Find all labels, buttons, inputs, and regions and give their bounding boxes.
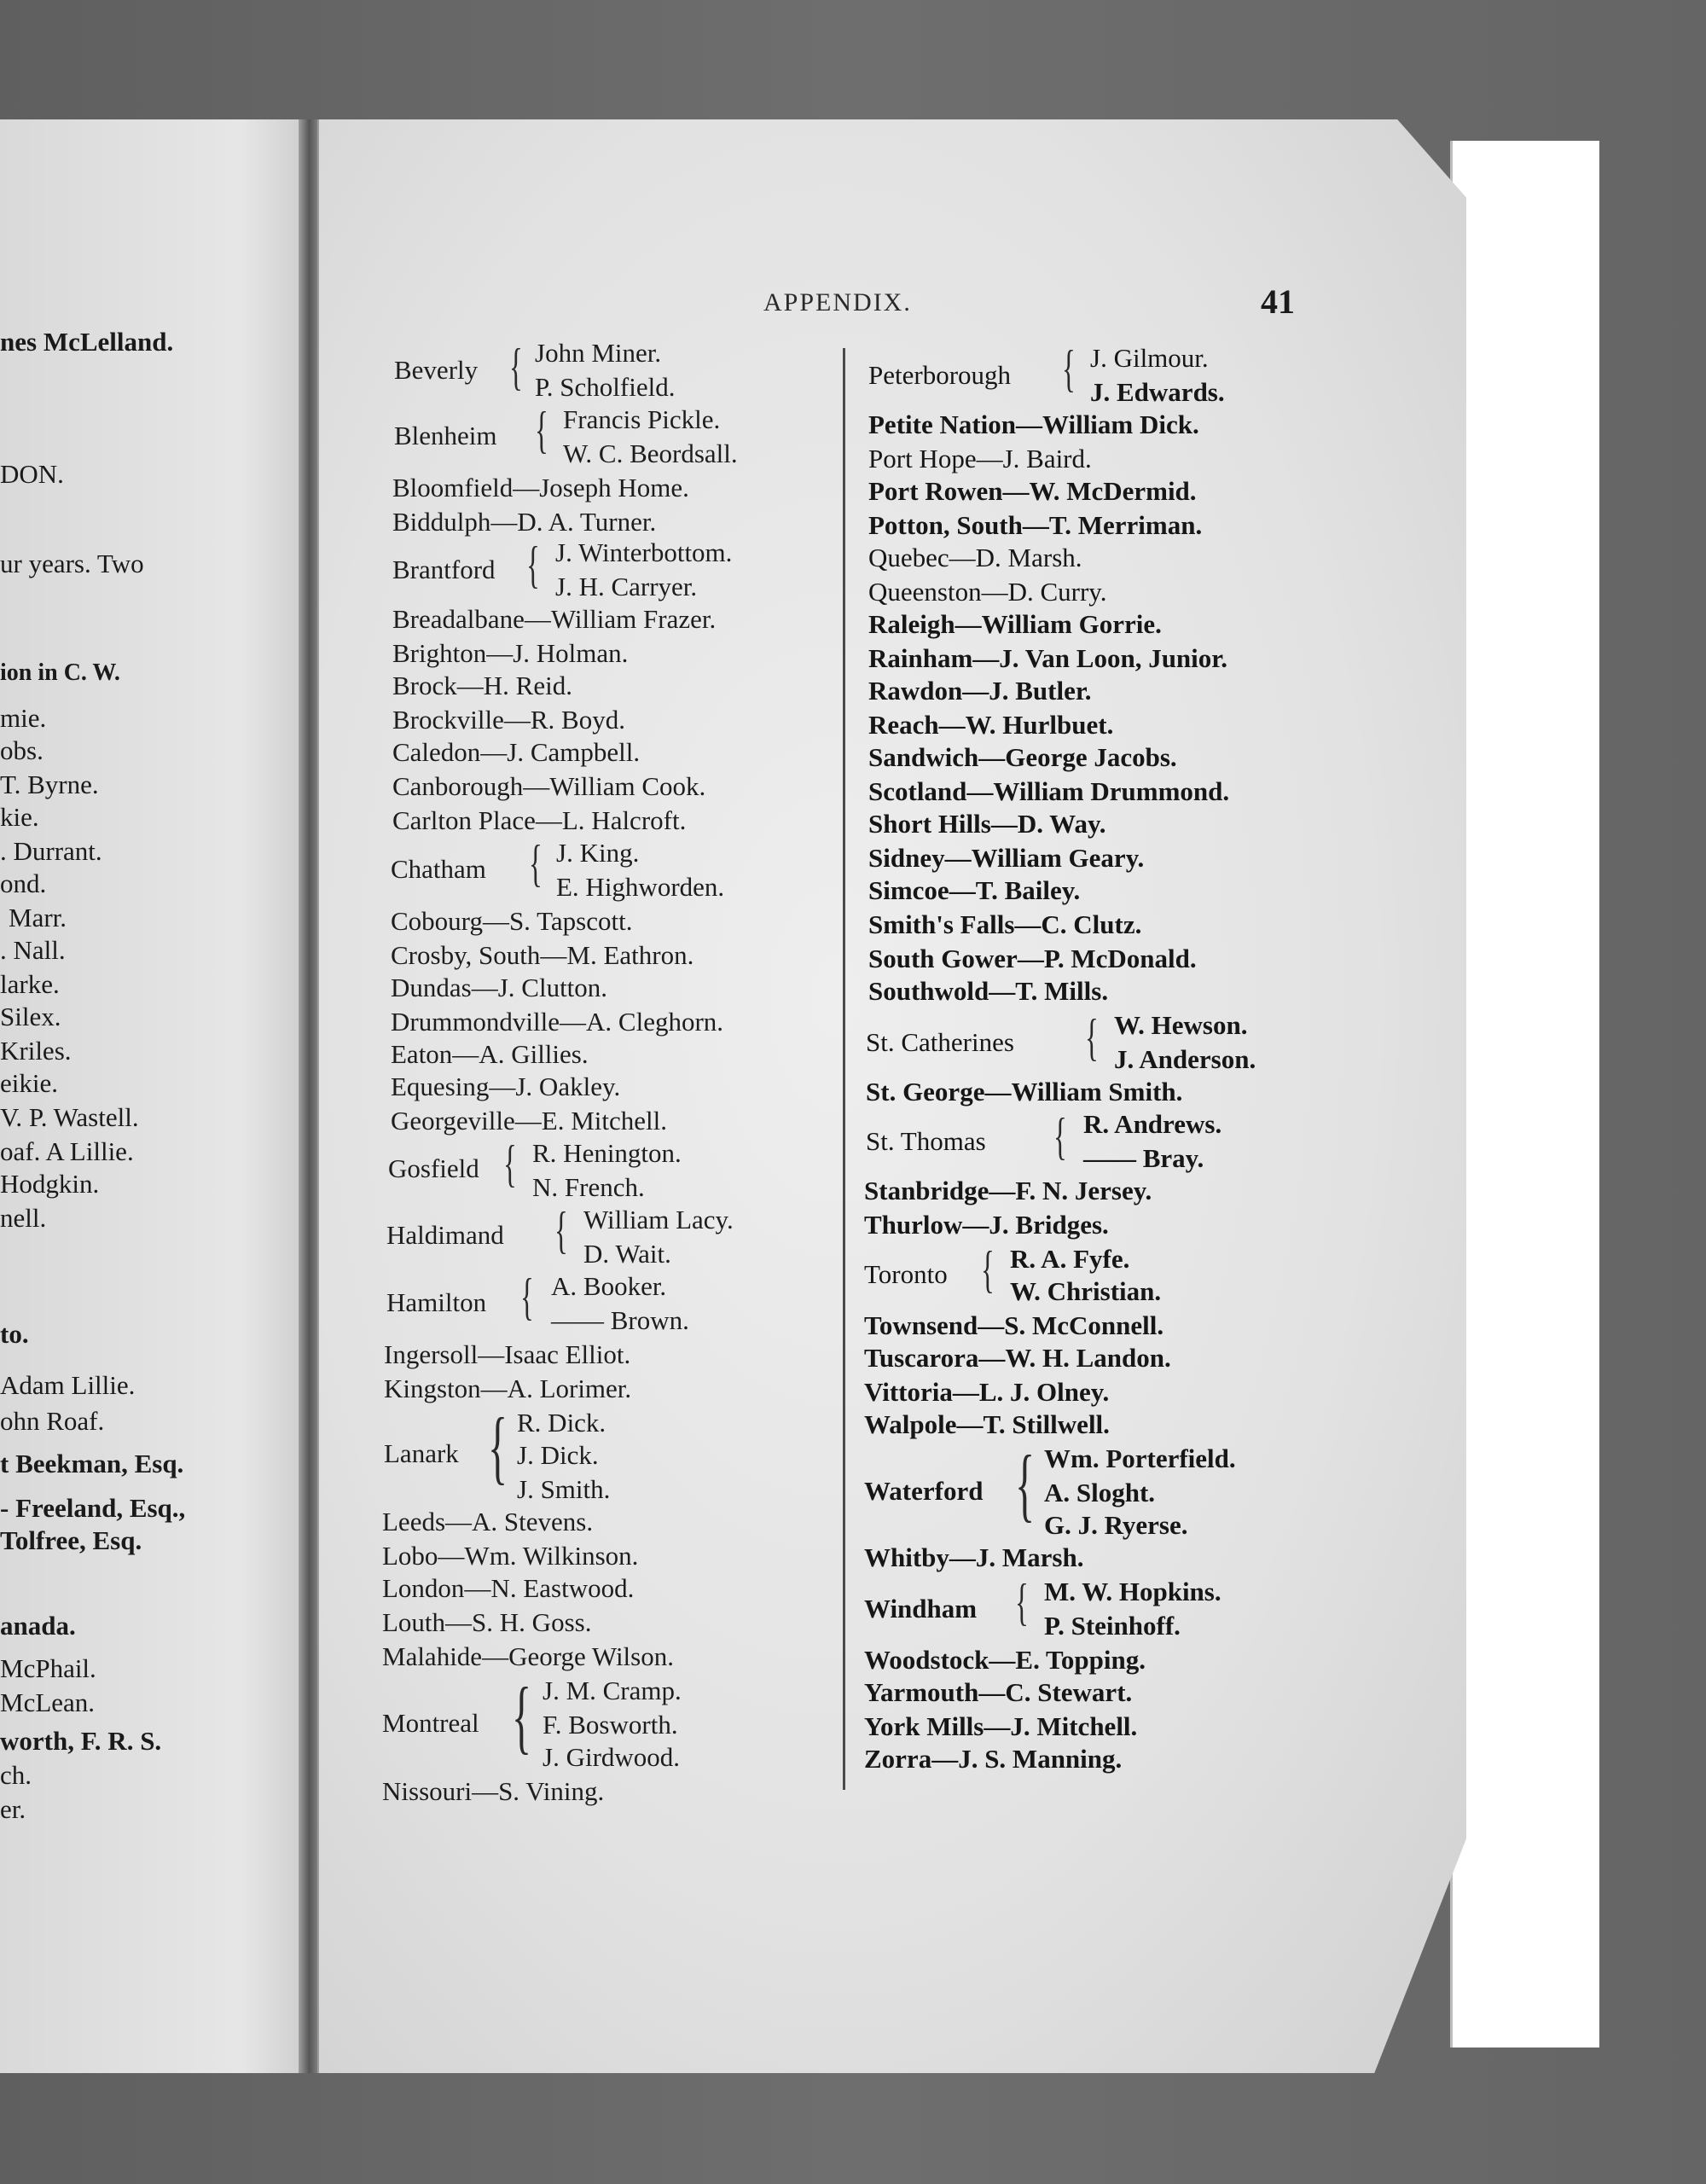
person-name: John Miner.: [535, 338, 662, 368]
left-line: Hodgkin.: [0, 1169, 100, 1199]
directory-entry: Sidney—William Geary.: [868, 843, 1145, 873]
left-line: . Nall.: [0, 935, 66, 965]
directory-entry: Simcoe—T. Bailey.: [868, 875, 1081, 905]
place-name: Toronto: [864, 1259, 948, 1289]
person-name: J. Winterbottom.: [555, 537, 733, 567]
place-name: Gosfield: [388, 1153, 479, 1183]
left-line: nell.: [0, 1203, 47, 1233]
directory-entry: Biddulph—D. A. Turner.: [392, 507, 657, 537]
person-name: P. Steinhoff.: [1044, 1611, 1181, 1641]
brace: {: [554, 1202, 568, 1258]
directory-entry: Lobo—Wm. Wilkinson.: [382, 1541, 639, 1571]
directory-entry: Smith's Falls—C. Clutz.: [868, 909, 1142, 939]
person-name: —— Brown.: [551, 1305, 689, 1335]
place-name: Peterborough: [868, 360, 1012, 390]
directory-entry: Ingersoll—Isaac Elliot.: [384, 1339, 631, 1369]
brace: {: [529, 835, 543, 892]
left-line: McLean.: [0, 1687, 96, 1717]
left-line: er.: [0, 1794, 26, 1824]
directory-entry: Whitby—J. Marsh.: [864, 1542, 1084, 1572]
directory-entry: Louth—S. H. Goss.: [382, 1607, 592, 1637]
place-name: Hamilton: [386, 1287, 487, 1317]
left-line: oaf. A Lillie.: [0, 1136, 134, 1166]
directory-entry: Yarmouth—C. Stewart.: [864, 1677, 1133, 1707]
left-line: V. P. Wastell.: [0, 1102, 139, 1132]
brace: {: [520, 1269, 534, 1325]
directory-entry: Raleigh—William Gorrie.: [868, 609, 1162, 639]
person-name: R. Henington.: [532, 1138, 682, 1168]
directory-entry: Walpole—T. Stillwell.: [864, 1409, 1110, 1439]
directory-entry: Vittoria—L. J. Olney.: [864, 1377, 1110, 1407]
left-line: mie.: [0, 703, 47, 733]
person-name: W. Hewson.: [1114, 1010, 1248, 1040]
directory-entry: Nissouri—S. Vining.: [382, 1776, 605, 1806]
directory-entry: York Mills—J. Mitchell.: [864, 1711, 1138, 1741]
left-line: larke.: [0, 969, 60, 999]
directory-entry: Port Rowen—W. McDermid.: [868, 476, 1197, 506]
directory-entry: Townsend—S. McConnell.: [864, 1310, 1164, 1340]
left-line: anada.: [0, 1611, 76, 1641]
left-line: ch.: [0, 1760, 32, 1790]
directory-entry: Tuscarora—W. H. Landon.: [864, 1343, 1171, 1373]
directory-entry: Eaton—A. Gillies.: [391, 1039, 589, 1069]
brace: {: [1015, 1574, 1029, 1630]
person-name: P. Scholfield.: [535, 372, 676, 402]
brace: {: [509, 339, 523, 395]
person-name: D. Wait.: [583, 1239, 671, 1269]
left-line: Marr.: [9, 903, 67, 932]
directory-entry: Breadalbane—William Frazer.: [392, 604, 717, 634]
place-name: Lanark: [384, 1438, 459, 1468]
person-name: —— Bray.: [1083, 1143, 1204, 1173]
left-line: ohn Roaf.: [0, 1406, 105, 1436]
person-name: R. Dick.: [517, 1408, 606, 1438]
left-line: Tolfree, Esq.: [0, 1525, 142, 1555]
brace: {: [503, 1136, 517, 1192]
person-name: J. King.: [556, 838, 640, 868]
person-name: William Lacy.: [583, 1205, 734, 1234]
left-line: eikie.: [0, 1068, 58, 1098]
left-line: Adam Lillie.: [0, 1370, 136, 1400]
column-divider: [843, 348, 845, 1790]
directory-entry: Short Hills—D. Way.: [868, 809, 1106, 839]
person-name: J. Girdwood.: [543, 1742, 681, 1772]
page-number: 41: [1261, 282, 1295, 321]
left-line: Silex.: [0, 1002, 61, 1031]
left-line: t Beekman, Esq.: [0, 1449, 184, 1478]
place-name: Beverly: [394, 355, 479, 385]
brace: {: [981, 1241, 995, 1298]
directory-entry: Dundas—J. Clutton.: [391, 973, 608, 1002]
back-page-edge: [1450, 141, 1599, 2048]
brace: {: [535, 402, 548, 458]
directory-entry: Carlton Place—L. Halcroft.: [392, 805, 687, 835]
place-name: Chatham: [391, 854, 486, 884]
brace: {: [1015, 1438, 1036, 1530]
directory-entry: Rawdon—J. Butler.: [868, 676, 1092, 706]
directory-entry: Crosby, South—M. Eathron.: [391, 940, 694, 970]
directory-entry: Rainham—J. Van Loon, Junior.: [868, 643, 1227, 673]
place-name: St. Thomas: [866, 1126, 986, 1156]
left-line: DON.: [0, 459, 64, 489]
directory-entry: Potton, South—T. Merriman.: [868, 510, 1203, 540]
directory-entry: Southwold—T. Mills.: [868, 976, 1109, 1006]
directory-entry: St. George—William Smith.: [866, 1077, 1183, 1107]
place-name: St. Catherines: [866, 1027, 1014, 1057]
directory-entry: Malahide—George Wilson.: [382, 1641, 674, 1671]
directory-entry: Caledon—J. Campbell.: [392, 737, 641, 767]
person-name: J. Anderson.: [1114, 1044, 1256, 1074]
place-name: Waterford: [864, 1476, 984, 1506]
person-name: J. H. Carryer.: [555, 572, 698, 601]
directory-entry: Reach—W. Hurlbuet.: [868, 710, 1114, 740]
directory-entry: Scotland—William Drummond.: [868, 776, 1230, 806]
place-name: Windham: [864, 1594, 978, 1623]
place-name: Haldimand: [386, 1220, 504, 1250]
person-name: J. M. Cramp.: [543, 1676, 682, 1705]
brace: {: [526, 537, 540, 593]
left-line: ur years. Two: [0, 549, 144, 578]
brace: {: [1053, 1108, 1067, 1165]
left-line: worth, F. R. S.: [0, 1726, 162, 1756]
directory-entry: Petite Nation—William Dick.: [868, 410, 1199, 439]
person-name: Wm. Porterfield.: [1044, 1443, 1236, 1473]
directory-entry: Cobourg—S. Tapscott.: [391, 906, 633, 936]
directory-entry: Brock—H. Reid.: [392, 671, 572, 700]
page-title: APPENDIX.: [763, 288, 912, 317]
person-name: R. Andrews.: [1083, 1109, 1222, 1139]
directory-entry: London—N. Eastwood.: [382, 1573, 635, 1603]
directory-entry: Quebec—D. Marsh.: [868, 543, 1082, 572]
left-line: obs.: [0, 735, 44, 765]
person-name: N. French.: [532, 1172, 645, 1202]
left-line: nes McLelland.: [0, 327, 174, 357]
left-line: to.: [0, 1319, 29, 1349]
brace: {: [1085, 1009, 1099, 1066]
directory-entry: Drummondville—A. Cleghorn.: [391, 1007, 724, 1037]
directory-entry: Queenston—D. Curry.: [868, 577, 1107, 607]
place-name: Brantford: [392, 555, 496, 584]
person-name: J. Edwards.: [1090, 377, 1225, 407]
person-name: A. Sloght.: [1044, 1478, 1156, 1507]
directory-entry: Leeds—A. Stevens.: [382, 1507, 594, 1536]
directory-entry: Port Hope—J. Baird.: [868, 444, 1092, 473]
directory-entry: Canborough—William Cook.: [392, 771, 706, 801]
left-line: ond.: [0, 868, 47, 898]
person-name: E. Highworden.: [556, 872, 725, 902]
directory-entry: Brockville—R. Boyd.: [392, 705, 625, 735]
book-gutter: [299, 119, 320, 2073]
person-name: M. W. Hopkins.: [1044, 1577, 1221, 1606]
directory-entry: Equesing—J. Oakley.: [391, 1072, 621, 1101]
person-name: J. Dick.: [517, 1440, 599, 1470]
directory-entry: Thurlow—J. Bridges.: [864, 1210, 1109, 1240]
directory-entry: Stanbridge—F. N. Jersey.: [864, 1176, 1152, 1205]
person-name: F. Bosworth.: [543, 1710, 678, 1740]
left-line: T. Byrne.: [0, 770, 99, 799]
brace: {: [512, 1670, 532, 1762]
left-line: Kriles.: [0, 1036, 72, 1066]
left-line: kie.: [0, 802, 39, 832]
directory-entry: Zorra—J. S. Manning.: [864, 1744, 1123, 1774]
person-name: J. Gilmour.: [1090, 343, 1209, 373]
directory-entry: Bloomfield—Joseph Home.: [392, 473, 689, 502]
place-name: Blenheim: [394, 421, 497, 450]
directory-entry: Kingston—A. Lorimer.: [384, 1374, 632, 1403]
directory-entry: South Gower—P. McDonald.: [868, 944, 1197, 973]
person-name: G. J. Ryerse.: [1044, 1510, 1188, 1540]
person-name: A. Booker.: [551, 1271, 667, 1301]
place-name: Montreal: [382, 1708, 479, 1738]
brace: {: [1062, 340, 1076, 397]
person-name: J. Smith.: [517, 1474, 611, 1504]
brace: {: [488, 1401, 508, 1492]
person-name: R. A. Fyfe.: [1010, 1244, 1130, 1274]
left-line: ion in C. W.: [0, 659, 120, 686]
person-name: Francis Pickle.: [563, 404, 721, 434]
person-name: W. Christian.: [1010, 1276, 1162, 1306]
left-line: . Durrant.: [0, 836, 102, 866]
directory-entry: Sandwich—George Jacobs.: [868, 742, 1177, 772]
person-name: W. C. Beordsall.: [563, 439, 738, 468]
left-line: McPhail.: [0, 1653, 96, 1683]
directory-entry: Brighton—J. Holman.: [392, 638, 629, 668]
directory-entry: Woodstock—E. Topping.: [864, 1645, 1146, 1675]
left-line: - Freeland, Esq.,: [0, 1493, 186, 1523]
directory-entry: Georgeville—E. Mitchell.: [391, 1106, 667, 1136]
